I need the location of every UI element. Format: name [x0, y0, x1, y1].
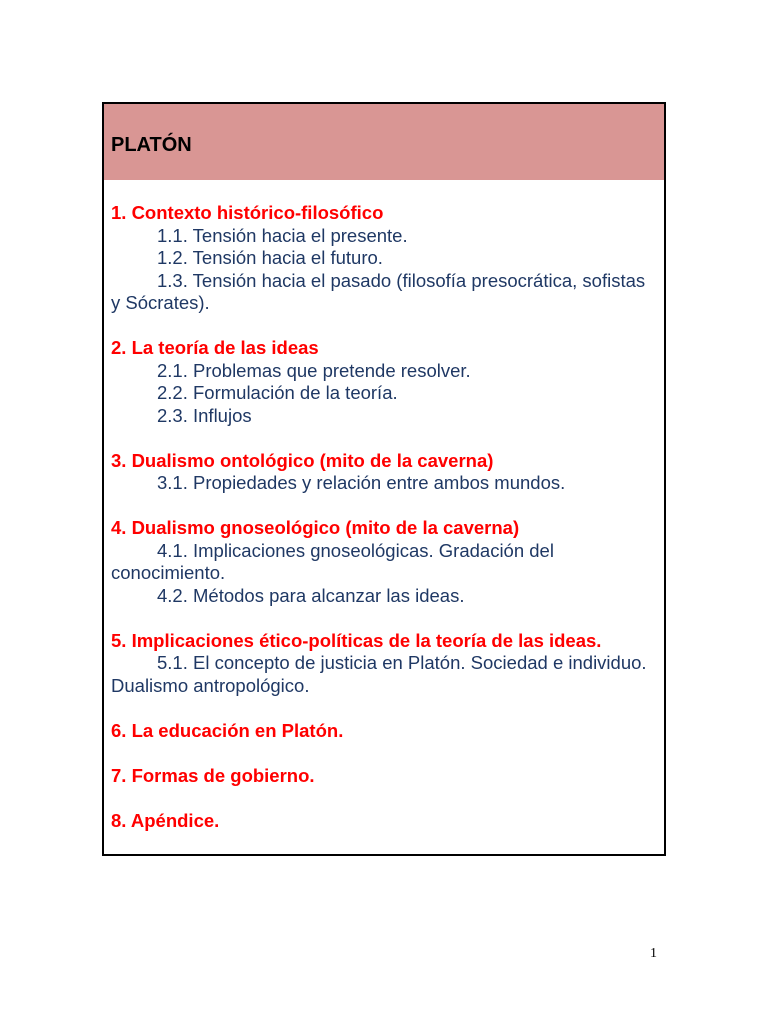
section-heading: 2. La teoría de las ideas: [111, 337, 319, 358]
subsection-item: 2.3. Influjos: [157, 404, 252, 426]
subsection-item: 4.2. Métodos para alcanzar las ideas.: [157, 584, 465, 606]
subsection-item: 4.1. Implicaciones gnoseológicas. Gradación del conocimiento.: [111, 539, 554, 583]
subsection-item: 1.3. Tensión hacia el pasado (filosofía presocrática, sofistas y Sócrates).: [111, 269, 646, 313]
outline-section: [111, 337, 658, 427]
subsection-item: 5.1. El concepto de justicia en Platón. Sociedad e individuo. Dualismo antropológico.: [111, 652, 647, 696]
section-heading: 4. Dualismo gnoseológico (mito de la caverna): [111, 517, 520, 538]
document-title: PLATÓN: [111, 133, 192, 156]
subsection-item: 2.1. Problemas que pretende resolver.: [157, 359, 471, 381]
section-heading: 5. Implicaciones ético-políticas de la teoría de las ideas.: [111, 629, 602, 651]
title-bar: [104, 104, 664, 180]
page-number: 1: [650, 946, 657, 961]
outline-section: [111, 517, 658, 607]
outline-section: [111, 450, 658, 495]
outline-section: [111, 720, 658, 743]
section-heading: 3. Dualismo ontológico (mito de la caverna): [111, 449, 494, 471]
section-heading: 8. Apéndice.: [111, 809, 220, 831]
outline-section: [111, 202, 658, 315]
outline-box: [102, 102, 666, 856]
section-heading: 7. Formas de gobierno.: [111, 764, 315, 786]
outline-content: [104, 180, 664, 832]
outline-section: [111, 765, 658, 788]
section-heading: 6. La educación en Platón.: [111, 719, 344, 741]
outline-section: [111, 630, 658, 698]
subsection-item: 1.2. Tensión hacia el futuro.: [157, 247, 383, 268]
subsection-item: 3.1. Propiedades y relación entre ambos mundos.: [157, 472, 566, 493]
subsection-item: 1.1. Tensión hacia el presente.: [157, 224, 408, 246]
outline-section: [111, 810, 658, 833]
section-heading: 1. Contexto histórico-filosófico: [111, 202, 384, 223]
subsection-item: 2.2. Formulación de la teoría.: [157, 382, 398, 403]
